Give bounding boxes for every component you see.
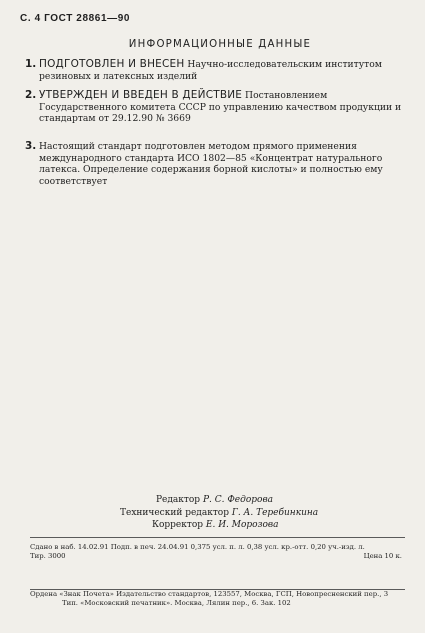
- print-run: Тир. 3000: [30, 551, 66, 560]
- item-body: [39, 90, 403, 125]
- item-body: [39, 141, 403, 187]
- proofreader-name: Е. И. Морозова: [205, 520, 279, 530]
- info-item-2: [25, 90, 403, 125]
- printer-line: Тип. «Московский печатник». Москва, Лялин пер., 6. Зак. 102: [62, 599, 291, 607]
- item-number: 1.: [25, 58, 37, 70]
- item-text: Постановлением Государственного комитета СССР по управлению качеством продукции и стандартам от 29.12.90 № 3669: [39, 90, 402, 125]
- editor-role: Редактор: [156, 495, 201, 505]
- item-lead: ПОДГОТОВЛЕН И ВНЕСЕН: [39, 58, 185, 70]
- tech-editor-line: [120, 507, 380, 520]
- section-title: ИНФОРМАЦИОННЫЕ ДАННЫЕ: [128, 38, 312, 51]
- print-info: [30, 543, 402, 561]
- print-info-line-2: [30, 552, 402, 561]
- editorial-credits: [120, 494, 380, 532]
- publisher-line: Ордена «Знак Почета» Издательство стандартов, 123557, Москва, ГСП, Новопресненский пер., 3: [30, 590, 389, 598]
- price: Цена 10 к.: [363, 551, 402, 560]
- divider: [30, 537, 405, 538]
- publisher-footer: [30, 590, 402, 608]
- item-lead: УТВЕРЖДЕН И ВВЕДЕН В ДЕЙСТВИЕ: [39, 89, 243, 101]
- item-body: [39, 59, 403, 82]
- editor-name: Р. С. Федорова: [202, 495, 274, 505]
- item-number: 3.: [25, 140, 37, 152]
- tech-editor-name: Г. А. Теребинкина: [231, 507, 319, 518]
- tech-editor-role: Технический редактор: [120, 507, 229, 518]
- proofreader-role: Корректор: [152, 520, 204, 530]
- running-head: С. 4 ГОСТ 28861—90: [20, 13, 131, 24]
- print-info-line-1: Сдано в наб. 14.02.91 Подп. в печ. 24.04.91 0,375 усл. п. л. 0,38 усл. кр.-отт. 0,20 уч.-изд. л.: [30, 543, 365, 551]
- editor-line: [120, 494, 380, 507]
- item-number: 2.: [25, 89, 37, 101]
- info-item-3: [25, 141, 403, 187]
- item-text: Настоящий стандарт подготовлен методом прямого применения международного стандарта ИСО 1802—85 «Концентрат натурального латекса. Определение содержания борной кислоты» и полностью ему соответствует: [39, 141, 383, 187]
- item-text: Научно-исследовательским институтом резиновых и латексных изделий: [39, 59, 382, 82]
- proofreader-line: [120, 519, 380, 532]
- info-item-1: [25, 59, 403, 82]
